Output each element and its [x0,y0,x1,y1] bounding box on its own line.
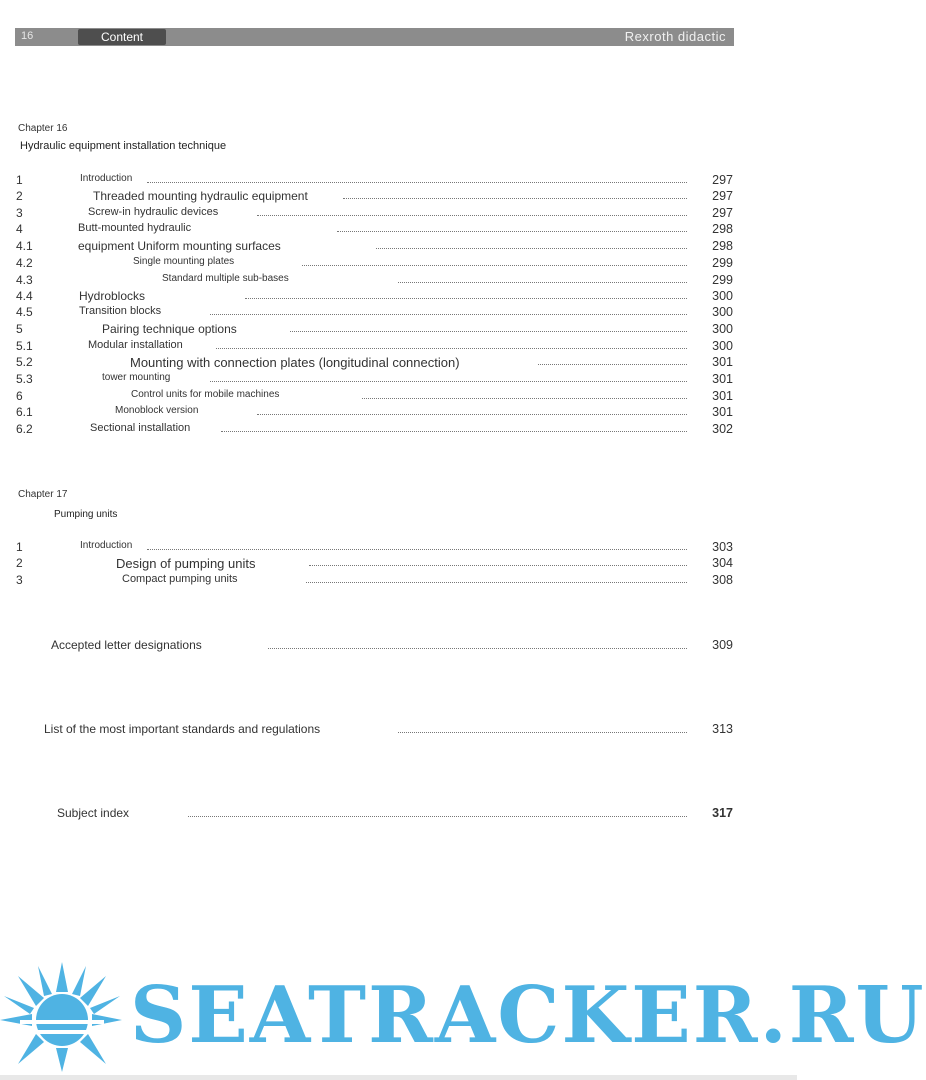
chapter-label: Chapter 16 [18,123,68,134]
toc-entry: 3 Compact pumping units 308 [16,573,733,587]
toc-section: List of the most important standards and regulations 313 [44,722,733,736]
sun-logo-icon [0,962,122,1072]
brand-name: Rexroth didactic [624,29,726,44]
toc-entry: 5.1 Modular installation 300 [16,339,733,353]
toc-entry: 1 Introduction 303 [16,540,733,554]
toc-section: Accepted letter designations 309 [51,638,733,652]
toc-entry: 6.1 Monoblock version 301 [16,405,733,419]
toc-entry: 2 Threaded mounting hydraulic equipment 297 [16,189,733,203]
watermark-text: SEATRACKER.RU [130,970,926,1061]
page-number: 16 [21,30,34,42]
toc-entry: 4.5 Transition blocks 300 [16,305,733,319]
toc-entry: 6.2 Sectional installation 302 [16,422,733,436]
toc-entry: 4.2 Single mounting plates 299 [16,256,733,270]
toc-entry: 5 Pairing technique options 300 [16,322,733,336]
toc-entry: 3 Screw-in hydraulic devices 297 [16,206,733,220]
toc-entry: 6 Control units for mobile machines 301 [16,389,733,403]
chapter-label: Chapter 17 [18,489,68,500]
toc-entry: 4.1 equipment Uniform mounting surfaces 298 [16,239,733,253]
footer-bar [0,1075,797,1080]
chapter-title: Pumping units [54,509,118,520]
toc-entry: 4 Butt-mounted hydraulic 298 [16,222,733,236]
page-header [15,28,734,46]
toc-entry: 5.2 Mounting with connection plates (longitudinal connection) 301 [16,355,733,370]
toc-entry: 4.3 Standard multiple sub-bases 299 [16,273,733,287]
section-tab: Content [78,29,166,45]
toc-entry: 4.4 Hydroblocks 300 [16,289,733,303]
toc-entry: 1 Introduction 297 [16,173,733,187]
toc-section: Subject index 317 [57,806,733,820]
chapter-title: Hydraulic equipment installation technique [20,140,227,152]
toc-entry: 5.3 tower mounting 301 [16,372,733,386]
toc-entry: 2 Design of pumping units 304 [16,556,733,571]
